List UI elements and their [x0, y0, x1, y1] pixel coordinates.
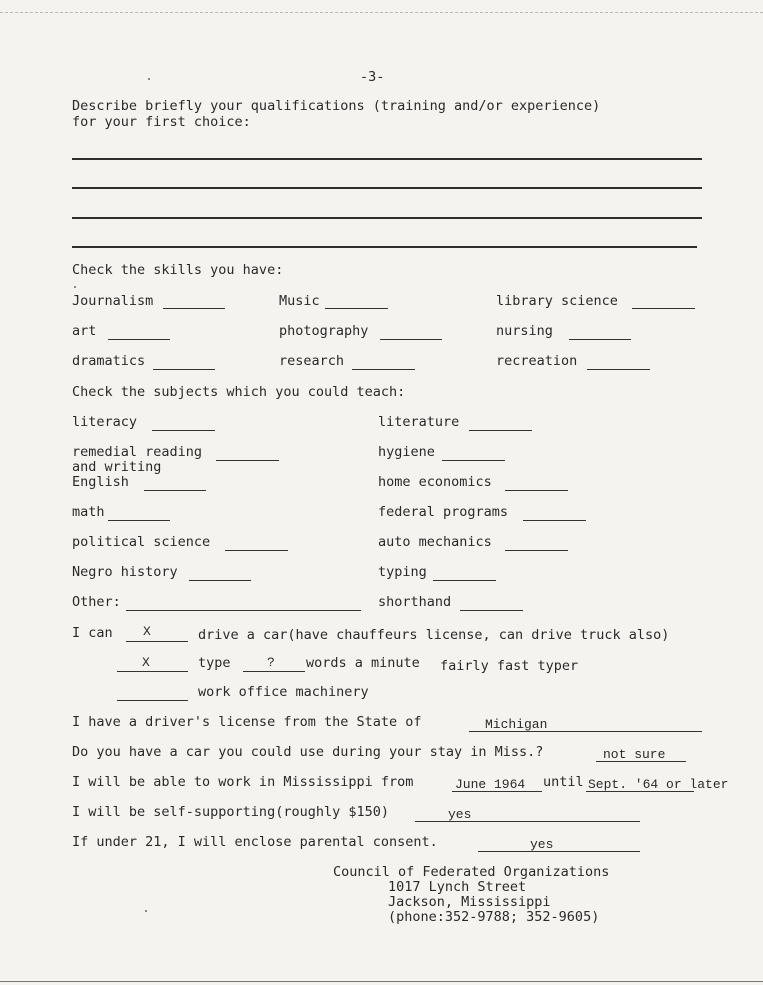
type-blank[interactable]: [117, 671, 188, 672]
drive-text: drive a car(have chauffeurs license, can drive truck also): [198, 627, 670, 643]
office-machinery-label: work office machinery: [198, 684, 369, 700]
subject-negro-history: Negro history: [72, 564, 178, 580]
address-phone: (phone:352-9788; 352-9605): [388, 909, 600, 925]
self-support-value: yes: [448, 807, 472, 822]
answer-line-2[interactable]: [72, 187, 702, 189]
subject-math-blank[interactable]: [108, 520, 170, 521]
type-label: type: [198, 655, 231, 671]
subject-hygiene: hygiene: [378, 444, 435, 460]
ink-speck: [74, 286, 76, 288]
qualifications-prompt-line1: Describe briefly your qualifications (training and/or experience): [72, 98, 601, 114]
car-value: not sure: [603, 747, 666, 762]
parental-consent-blank[interactable]: [478, 851, 640, 852]
subject-auto-mechanics: auto mechanics: [378, 534, 492, 550]
skill-recreation: recreation: [496, 353, 578, 369]
subject-political-science: political science: [72, 534, 211, 550]
skill-nursing-blank[interactable]: [569, 339, 631, 340]
work-until-label: until: [543, 774, 584, 790]
work-period-label: I will be able to work in Mississippi from: [72, 774, 414, 790]
car-label: Do you have a car you could use during your stay in Miss.?: [72, 744, 544, 760]
skill-nursing: nursing: [496, 323, 553, 339]
subject-typing: typing: [378, 564, 427, 580]
wpm-note: fairly fast typer: [440, 658, 579, 674]
skill-dramatics-blank[interactable]: [153, 369, 215, 370]
skill-research: research: [279, 353, 345, 369]
i-can-label: I can: [72, 625, 113, 641]
skill-library-science-blank[interactable]: [632, 308, 695, 309]
self-support-label: I will be self-supporting(roughly $150): [72, 804, 389, 820]
skill-music: Music: [279, 293, 320, 309]
skill-art: art: [72, 323, 97, 339]
subject-remedial-reading-blank[interactable]: [216, 460, 279, 461]
subject-remedial-reading-line2: and writing: [72, 459, 162, 475]
address-city: Jackson, Mississippi: [388, 894, 551, 910]
subject-literature-blank[interactable]: [469, 430, 532, 431]
subject-english: English: [72, 474, 129, 490]
skill-dramatics: dramatics: [72, 353, 146, 369]
subject-auto-mechanics-blank[interactable]: [505, 550, 568, 551]
subject-home-economics-blank[interactable]: [505, 490, 568, 491]
subject-literature: literature: [378, 414, 460, 430]
skill-art-blank[interactable]: [108, 339, 170, 340]
page-number: -3-: [360, 69, 385, 85]
subjects-heading: Check the subjects which you could teach:: [72, 384, 406, 400]
answer-line-1[interactable]: [72, 158, 702, 160]
subject-typing-blank[interactable]: [433, 580, 496, 581]
subject-federal-programs: federal programs: [378, 504, 509, 520]
subject-negro-history-blank[interactable]: [189, 580, 251, 581]
skill-music-blank[interactable]: [325, 308, 388, 309]
drive-check-mark: X: [143, 624, 151, 639]
subject-hygiene-blank[interactable]: [442, 460, 505, 461]
wpm-blank[interactable]: [243, 671, 305, 672]
top-edge-line: [0, 12, 763, 13]
skill-recreation-blank[interactable]: [587, 369, 650, 370]
skill-journalism-blank[interactable]: [163, 308, 225, 309]
qualifications-prompt-line2: for your first choice:: [72, 114, 251, 130]
license-label: I have a driver's license from the State of: [72, 714, 422, 730]
answer-line-3[interactable]: [72, 217, 702, 219]
address-org: Council of Federated Organizations: [333, 864, 610, 880]
parental-consent-label: If under 21, I will enclose parental consent.: [72, 834, 438, 850]
ink-speck: [145, 910, 147, 912]
subject-literacy-blank[interactable]: [152, 430, 215, 431]
answer-line-4[interactable]: [72, 246, 697, 248]
subject-federal-programs-blank[interactable]: [523, 520, 586, 521]
subject-remedial-reading: remedial reading: [72, 444, 203, 460]
subject-english-blank[interactable]: [144, 490, 206, 491]
work-until-value: Sept. '64 or later: [588, 777, 729, 792]
skill-library-science: library science: [496, 293, 618, 309]
skill-research-blank[interactable]: [352, 369, 415, 370]
wpm-value: ?: [267, 655, 275, 670]
subject-math: math: [72, 504, 105, 520]
drive-blank[interactable]: [126, 641, 188, 642]
subject-other: Other:: [72, 594, 121, 610]
license-value: Michigan: [485, 717, 548, 732]
ink-speck: [148, 78, 150, 80]
skill-photography-blank[interactable]: [380, 339, 442, 340]
subject-shorthand: shorthand: [378, 594, 452, 610]
skills-heading: Check the skills you have:: [72, 262, 284, 278]
subject-political-science-blank[interactable]: [225, 550, 288, 551]
work-from-value: June 1964: [455, 777, 526, 792]
parental-consent-value: yes: [530, 837, 554, 852]
skill-photography: photography: [279, 323, 369, 339]
bottom-edge-line: [0, 981, 763, 982]
subject-other-blank[interactable]: [126, 610, 361, 611]
skill-journalism: Journalism: [72, 293, 154, 309]
subject-literacy: literacy: [72, 414, 138, 430]
office-machinery-blank[interactable]: [117, 700, 188, 701]
type-check-mark: X: [142, 655, 150, 670]
subject-home-economics: home economics: [378, 474, 492, 490]
wpm-label: words a minute: [306, 655, 420, 671]
subject-shorthand-blank[interactable]: [460, 610, 523, 611]
address-street: 1017 Lynch Street: [388, 879, 527, 895]
